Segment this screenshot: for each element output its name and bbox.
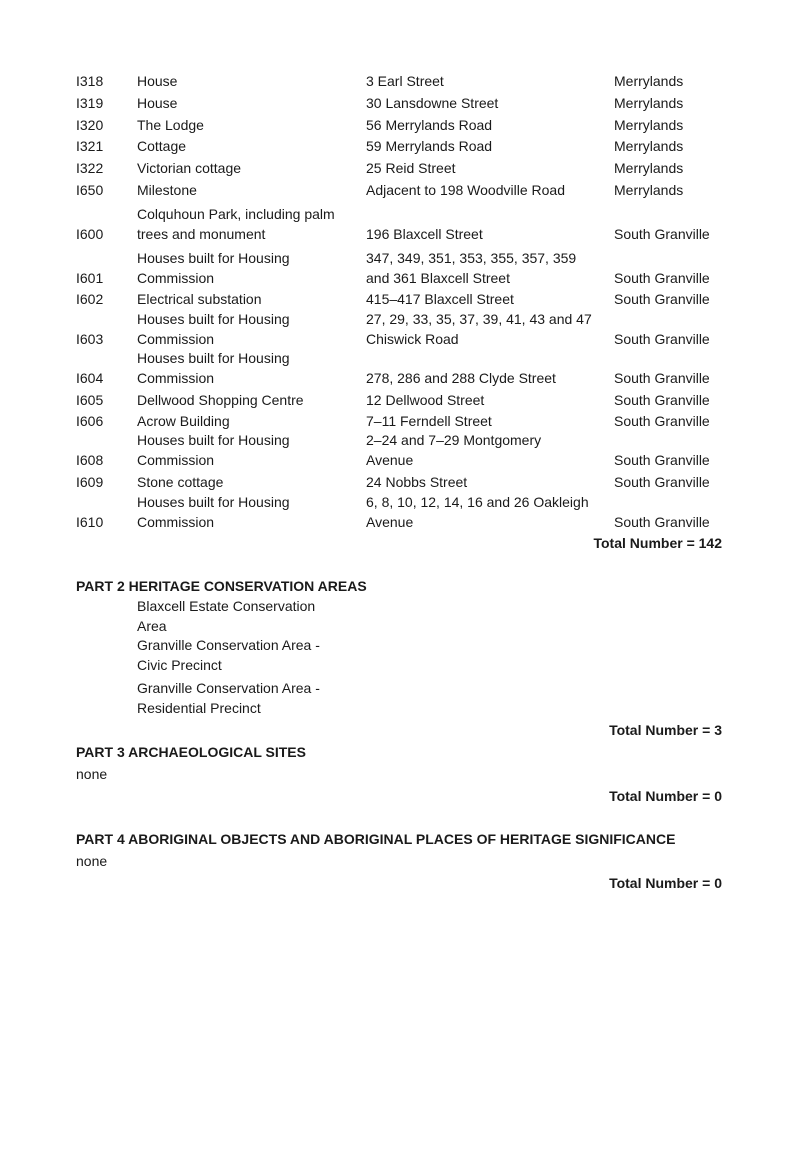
- item-address: 6, 8, 10, 12, 14, 16 and 26 Oakleigh: [366, 494, 589, 510]
- part2-total: Total Number = 3: [609, 722, 722, 738]
- item-name: Cottage: [137, 138, 187, 154]
- item-name: The Lodge: [137, 117, 204, 133]
- table-row: [0, 290, 796, 310]
- item-suburb: South Granville: [614, 513, 710, 530]
- item-number: I602: [76, 291, 104, 307]
- item-number: I319: [76, 95, 104, 111]
- item-name: Stone cottage: [137, 474, 224, 490]
- item-address: 24 Nobbs Street: [366, 474, 468, 490]
- table-row: [0, 159, 796, 179]
- item-name: Commission: [137, 330, 215, 347]
- item-name: Electrical substation: [137, 291, 262, 307]
- item-number: I610: [76, 513, 104, 530]
- item-address: 25 Reid Street: [366, 160, 456, 176]
- item-name: House: [137, 73, 178, 89]
- conservation-area-2-line-1: Granville Conservation Area -: [137, 637, 320, 653]
- item-address: 278, 286 and 288 Clyde Street: [366, 369, 556, 386]
- item-address: 7–11 Ferndell Street: [366, 413, 492, 429]
- item-name: Houses built for Housing: [137, 311, 290, 327]
- item-suburb: South Granville: [614, 269, 710, 286]
- part1-total: Total Number = 142: [593, 535, 722, 551]
- table-row: [0, 431, 796, 471]
- item-suburb: South Granville: [614, 225, 710, 242]
- table-row: [0, 473, 796, 493]
- item-number: I600: [76, 225, 104, 242]
- item-address: 196 Blaxcell Street: [366, 225, 483, 242]
- item-suburb: South Granville: [614, 330, 710, 347]
- item-number: I605: [76, 392, 104, 408]
- item-address: 59 Merrylands Road: [366, 138, 493, 154]
- item-name: Commission: [137, 451, 215, 468]
- item-address: 347, 349, 351, 353, 355, 357, 359: [366, 250, 577, 266]
- item-address: 415–417 Blaxcell Street: [366, 291, 514, 307]
- part4-heading: PART 4 ABORIGINAL OBJECTS AND ABORIGINAL PLACES OF HERITAGE SIGNIFICANCE: [76, 831, 676, 847]
- table-row: [0, 181, 796, 201]
- table-row: [0, 249, 796, 289]
- item-name: Commission: [137, 269, 215, 286]
- item-address: 27, 29, 33, 35, 37, 39, 41, 43 and 47: [366, 311, 592, 327]
- table-row: [0, 493, 796, 533]
- item-name: Houses built for Housing: [137, 432, 290, 448]
- table-row: [0, 412, 796, 432]
- table-row: [0, 349, 796, 389]
- item-number: I601: [76, 269, 104, 286]
- item-address: and 361 Blaxcell Street: [366, 269, 510, 286]
- conservation-area-3-line-1: Granville Conservation Area -: [137, 680, 320, 696]
- part4-body: none: [76, 853, 108, 869]
- item-address: Adjacent to 198 Woodville Road: [366, 182, 565, 198]
- item-name: Houses built for Housing: [137, 350, 290, 366]
- part3-body: none: [76, 766, 108, 782]
- item-number: I609: [76, 474, 104, 490]
- item-name: Houses built for Housing: [137, 494, 290, 510]
- item-suburb: Merrylands: [614, 160, 684, 176]
- table-row: [0, 72, 796, 92]
- item-suburb: South Granville: [614, 413, 710, 429]
- item-number: I322: [76, 160, 104, 176]
- item-suburb: Merrylands: [614, 73, 684, 89]
- conservation-area-1-line-2: Area: [137, 617, 167, 634]
- part3-total: Total Number = 0: [609, 788, 722, 804]
- conservation-area-2-line-2: Civic Precinct: [137, 656, 222, 673]
- item-name: House: [137, 95, 178, 111]
- item-name: Commission: [137, 513, 215, 530]
- item-suburb: South Granville: [614, 451, 710, 468]
- table-row: [0, 94, 796, 114]
- item-name: Commission: [137, 369, 215, 386]
- item-suburb: South Granville: [614, 369, 710, 386]
- part3-heading: PART 3 ARCHAEOLOGICAL SITES: [76, 744, 306, 760]
- item-name: Victorian cottage: [137, 160, 242, 176]
- part4-total: Total Number = 0: [609, 875, 722, 891]
- item-address: Avenue: [366, 451, 414, 468]
- item-number: I604: [76, 369, 104, 386]
- table-row: [0, 116, 796, 136]
- table-row: [0, 137, 796, 157]
- item-suburb: Merrylands: [614, 138, 684, 154]
- item-address: 2–24 and 7–29 Montgomery: [366, 432, 542, 448]
- item-address: Chiswick Road: [366, 330, 459, 347]
- item-suburb: Merrylands: [614, 182, 684, 198]
- item-address: Avenue: [366, 513, 414, 530]
- item-suburb: South Granville: [614, 474, 710, 490]
- table-row: [0, 391, 796, 411]
- item-number: I608: [76, 451, 104, 468]
- item-number: I318: [76, 73, 104, 89]
- item-number: I603: [76, 330, 104, 347]
- item-address: 3 Earl Street: [366, 73, 444, 89]
- item-number: I606: [76, 413, 104, 429]
- item-name: Dellwood Shopping Centre: [137, 392, 304, 408]
- conservation-area-3-line-2: Residential Precinct: [137, 699, 261, 716]
- item-suburb: Merrylands: [614, 117, 684, 133]
- item-suburb: South Granville: [614, 392, 710, 408]
- item-number: I650: [76, 182, 104, 198]
- item-suburb: South Granville: [614, 291, 710, 307]
- item-number: I320: [76, 117, 104, 133]
- item-name: Milestone: [137, 182, 197, 198]
- part2-heading: PART 2 HERITAGE CONSERVATION AREAS: [76, 578, 367, 594]
- item-name: Acrow Building: [137, 413, 230, 429]
- item-name: trees and monument: [137, 225, 266, 242]
- item-name: Houses built for Housing: [137, 250, 290, 266]
- conservation-area-1-line-1: Blaxcell Estate Conservation: [137, 598, 316, 614]
- item-address: 30 Lansdowne Street: [366, 95, 499, 111]
- item-name: Colquhoun Park, including palm: [137, 206, 335, 222]
- table-row: [0, 310, 796, 350]
- item-number: I321: [76, 138, 104, 154]
- item-address: 12 Dellwood Street: [366, 392, 485, 408]
- item-suburb: Merrylands: [614, 95, 684, 111]
- item-address: 56 Merrylands Road: [366, 117, 493, 133]
- table-row: [0, 205, 796, 245]
